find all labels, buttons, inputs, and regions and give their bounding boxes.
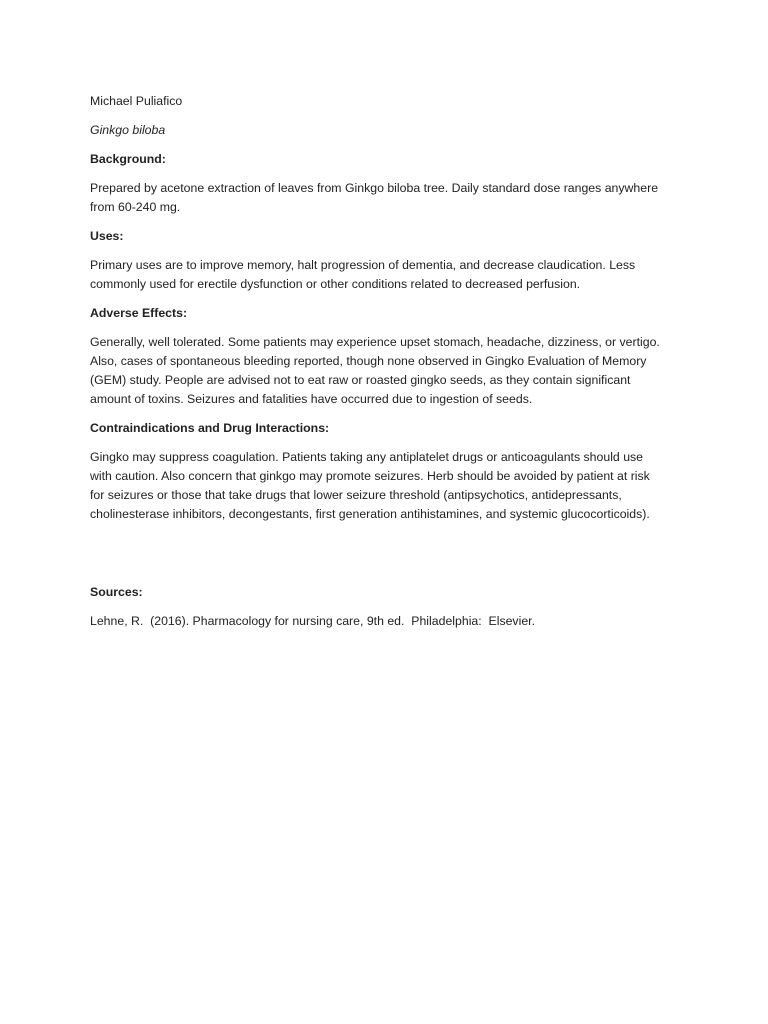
contraindications-line: for seizures or those that take drugs that lower seizure threshold (antipsychotics, antidepressants, [90,488,622,502]
author-name: Michael Puliafico [90,94,183,108]
adverse-effects-line: Also, cases of spontaneous bleeding reported, though none observed in Gingko Evaluation of Memory [90,354,647,368]
contraindications-paragraph [90,448,682,524]
uses-line: commonly used for erectile dysfunction or other conditions related to decreased perfusion. [90,277,581,291]
background-line: from 60-240 mg. [90,200,181,214]
document-subject: Ginkgo biloba [90,123,166,137]
blank-space [90,524,682,583]
adverse-effects-line: amount of toxins. Seizures and fatalities have occurred due to ingestion of seeds. [90,392,533,406]
document-page [90,92,682,631]
background-paragraph [90,179,682,217]
uses-line: Primary uses are to improve memory, halt progression of dementia, and decrease claudication. Less [90,258,636,272]
background-line: Prepared by acetone extraction of leaves from Ginkgo biloba tree. Daily standard dose ranges anywhere [90,181,659,195]
contraindications-line: Gingko may suppress coagulation. Patients taking any antiplatelet drugs or anticoagulants should use [90,450,644,464]
contraindications-heading: Contraindications and Drug Interactions: [90,421,330,435]
contraindications-line: cholinesterase inhibitors, decongestants, first generation antihistamines, and systemic glucocorticoids). [90,507,650,521]
sources-heading: Sources: [90,585,143,599]
uses-paragraph [90,256,682,294]
contraindications-line: with caution. Also concern that ginkgo may promote seizures. Herb should be avoided by patient at risk [90,469,650,483]
background-heading: Background: [90,152,166,166]
source-citation: Lehne, R. (2016). Pharmacology for nursing care, 9th ed. Philadelphia: Elsevier. [90,614,535,628]
adverse-effects-line: (GEM) study. People are advised not to eat raw or roasted gingko seeds, as they contain significant [90,373,631,387]
adverse-effects-heading: Adverse Effects: [90,306,188,320]
adverse-effects-line: Generally, well tolerated. Some patients may experience upset stomach, headache, dizziness, or vertigo. [90,335,660,349]
adverse-effects-paragraph [90,333,682,409]
uses-heading: Uses: [90,229,124,243]
